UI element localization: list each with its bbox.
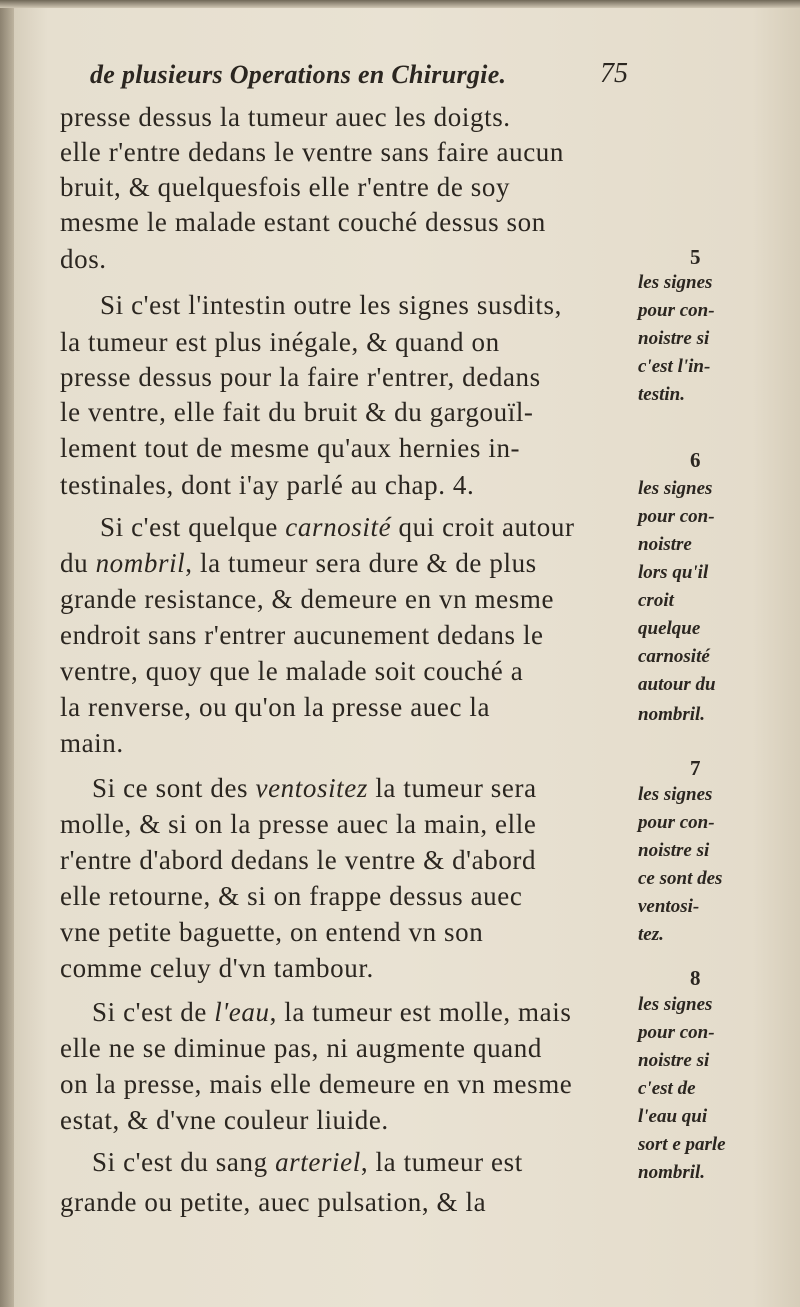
text-line: presse dessus pour la faire r'entrer, dedans [60,362,541,392]
margin-note-line: nombril. [638,704,706,725]
margin-note-line: noistre si [638,840,710,861]
text-line: r'entre d'abord dedans le ventre & d'abord [60,845,537,875]
text-line: dos. [60,244,107,274]
page-gutter-shadow [0,0,14,1307]
margin-note-line: noistre si [638,1050,710,1071]
margin-note-line: tez. [638,924,664,945]
text-line: elle r'entre dedans le ventre sans faire aucun [60,137,564,167]
margin-note-line: ce sont des [638,868,723,889]
page-top-edge [0,0,800,8]
text-line: elle retourne, & si on frappe dessus auec [60,881,523,911]
margin-note-line: lors qu'il [638,562,709,583]
running-title: de plusieurs Operations en Chirurgie. [90,60,507,89]
margin-note-line: pour con- [638,506,715,527]
margin-note-line: les signes [638,994,713,1015]
margin-note-line: nombril. [638,1162,706,1183]
text-line: Si c'est quelque carnosité qui croit autour [100,512,575,542]
margin-note-line: c'est de [638,1078,696,1099]
text-line: la tumeur est plus inégale, & quand on [60,327,500,357]
margin-note-line: croit [638,590,674,611]
margin-note-line: sort e parle [638,1134,726,1155]
text-line: endroit sans r'entrer aucunement dedans le [60,620,544,650]
text-line: vne petite baguette, on entend vn son [60,917,484,947]
margin-note-line: pour con- [638,812,715,833]
margin-note-line: l'eau qui [638,1106,708,1127]
margin-note-number: 5 [690,245,701,269]
text-line: grande ou petite, auec pulsation, & la [60,1187,487,1217]
text-line: ventre, quoy que le malade soit couché a [60,656,524,686]
margin-note-line: ventosi- [638,896,700,917]
margin-note-line: quelque [638,618,701,639]
margin-note-number: 6 [690,448,701,472]
margin-note-line: c'est l'in- [638,356,711,377]
text-line: Si c'est de l'eau, la tumeur est molle, mais [92,997,572,1027]
margin-note-line: pour con- [638,300,715,321]
text-line: Si c'est l'intestin outre les signes susdits, [100,290,562,320]
margin-note-line: pour con- [638,1022,715,1043]
text-line: le ventre, elle fait du bruit & du gargouïl- [60,397,534,427]
text-line: main. [60,728,124,758]
text-line: du nombril, la tumeur sera dure & de plus [60,548,537,578]
margin-note-line: noistre [638,534,692,555]
text-line: molle, & si on la presse auec la main, elle [60,809,537,839]
margin-note-line: les signes [638,784,713,805]
text-line: lement tout de mesme qu'aux hernies in- [60,433,521,463]
margin-note-line: noistre si [638,328,710,349]
text-line: Si ce sont des ventositez la tumeur sera [92,773,537,803]
text-line: testinales, dont i'ay parlé au chap. 4. [60,470,475,500]
text-line: estat, & d'vne couleur liuide. [60,1105,389,1135]
text-line: la renverse, ou qu'on la presse auec la [60,692,491,722]
margin-note-number: 7 [690,756,701,780]
margin-note-line: testin. [638,384,685,405]
text-line: elle ne se diminue pas, ni augmente quand [60,1033,542,1063]
text-line: grande resistance, & demeure en vn mesme [60,584,555,614]
text-line: presse dessus la tumeur auec les doigts. [60,102,511,132]
margin-note-line: carnosité [638,646,710,667]
text-line: mesme le malade estant couché dessus son [60,207,546,237]
text-line: bruit, & quelquesfois elle r'entre de soy [60,172,511,202]
margin-note-number: 8 [690,966,701,990]
margin-note-line: autour du [638,674,716,695]
text-line: on la presse, mais elle demeure en vn mesme [60,1069,573,1099]
margin-note-line: les signes [638,272,713,293]
page-number: 75 [600,58,628,89]
text-line: Si c'est du sang arteriel, la tumeur est [92,1147,523,1177]
text-line: comme celuy d'vn tambour. [60,953,374,983]
margin-note-line: les signes [638,478,713,499]
